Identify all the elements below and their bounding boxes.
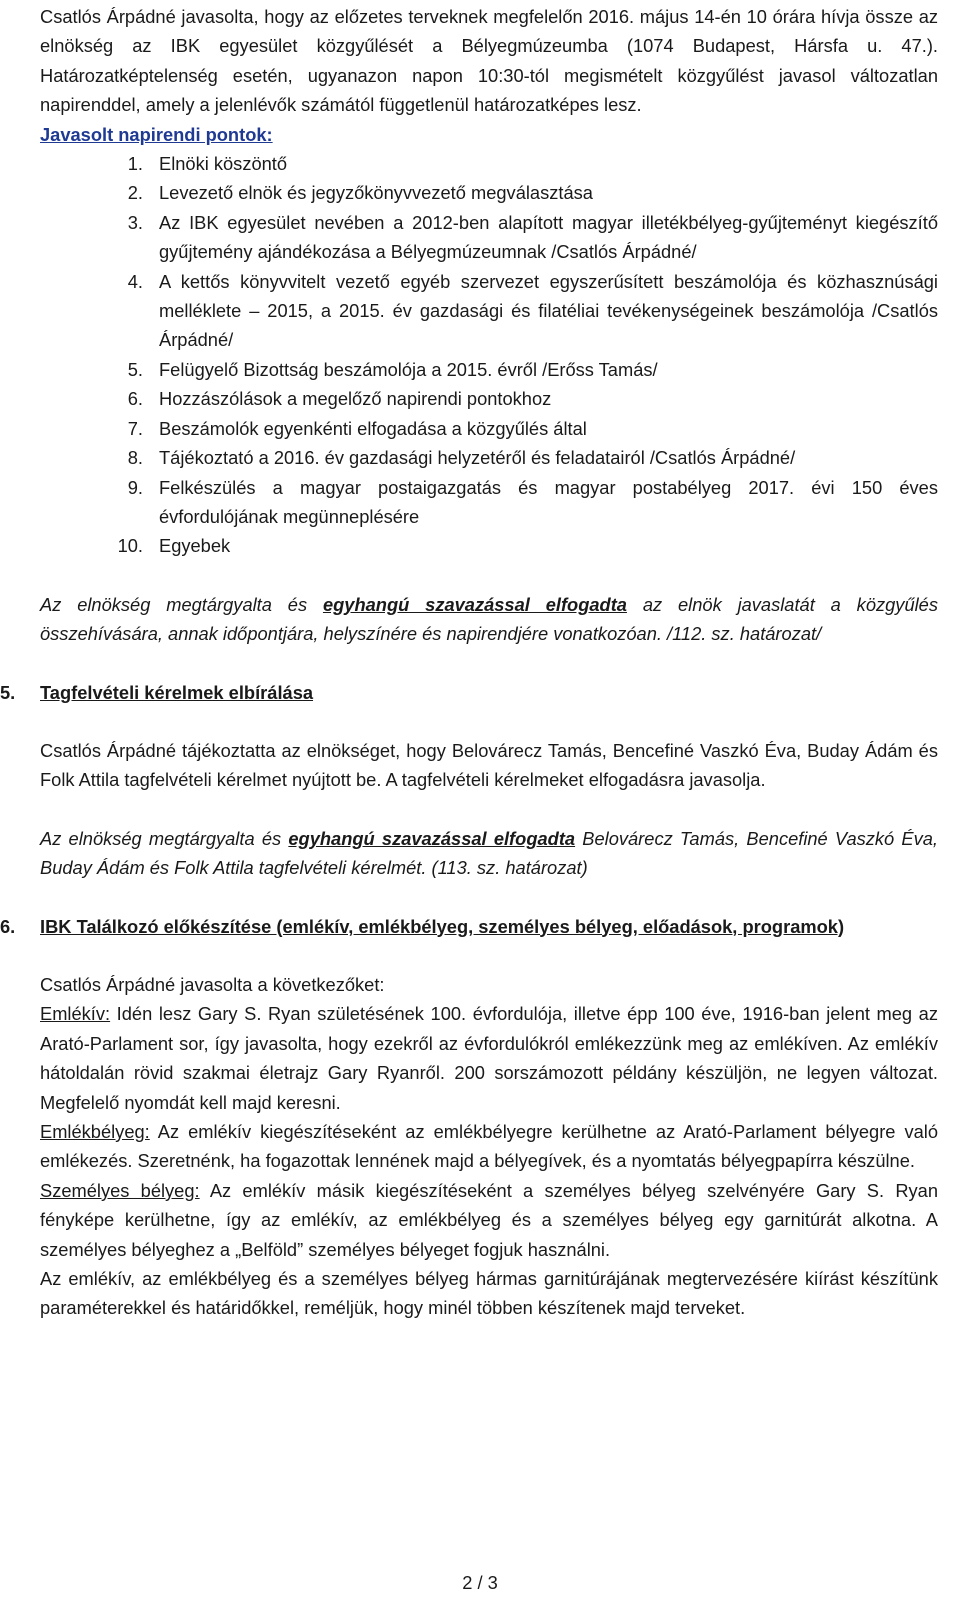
agenda-item <box>40 443 938 472</box>
resolution-decision: egyhangú szavazással elfogadta <box>288 827 576 849</box>
agenda-item <box>40 473 938 532</box>
resolution-decision: egyhangú szavazással elfogadta <box>322 593 627 615</box>
szemelyes-belyeg-paragraph: Személyes bélyeg: Az emlékív másik kiegészítéseként a személyes bélyeg szelvényére Gary S. Ryan fényképe kerülhetne, így az emlékív, az emlékbélyeg és a személyes bélyeg egy garnitúrát alkotna. A személyes bélyeghez a „Belföld” személyes bélyeget fogjuk használni. <box>40 1179 938 1260</box>
emlekiv-label: Emlékív: <box>40 1003 111 1025</box>
agenda-item <box>40 149 938 178</box>
agenda-item-number: 3. <box>127 211 143 233</box>
agenda-item-number: 4. <box>127 270 143 292</box>
section-5-body: Csatlós Árpádné tájékoztatta az elnökséget, hogy Belovárecz Tamás, Bencefiné Vaszkó Éva, Buday Ádám és Folk Attila tagfelvételi kérelmet nyújtott be. A tagfelvételi kérelmeket elfogadásra javasolja. <box>40 739 938 791</box>
section-title: IBK Találkozó előkészítése (emlékív, emlékbélyeg, személyes bélyeg, előadások, programok) <box>40 915 845 937</box>
agenda-item-number: 5. <box>127 358 143 380</box>
agenda-item-text: Az IBK egyesület nevében a 2012-ben alapított magyar illetékbélyeg-gyűjteményt kiegészítő gyűjtemény ajándékozása a Bélyegmúzeumnak /Csatlós Árpádné/ <box>159 211 938 263</box>
section-title: Tagfelvételi kérelmek elbírálása <box>40 681 314 703</box>
agenda-item <box>40 178 938 207</box>
agenda-item <box>40 267 938 355</box>
agenda-item <box>40 414 938 443</box>
resolution-113: Az elnökség megtárgyalta és egyhangú szavazással elfogadta Belovárecz Tamás, Bencefiné Vaszkó Éva, Buday Ádám és Folk Attila tagfelvételi kérelmét. (113. sz. határozat) <box>40 827 938 879</box>
intro-paragraph: Csatlós Árpádné javasolta, hogy az előzetes terveknek megfelelőn 2016. május 14-én 10 órára hívja össze az elnökség az IBK egyesület közgyűlését a Bélyegmúzeumba (1074 Budapest, Hársfa u. 47.). Határozatképtelenség esetén, ugyanazon napon 10:30-tól megismételt közgyűlést javasol változatlan napirenddel, amely a jelenlévők számától függetlenül határozatképes lesz. <box>40 6 938 116</box>
szemelyes-belyeg-label: Személyes bélyeg: <box>40 1179 200 1201</box>
agenda-item-number: 2. <box>127 182 143 204</box>
agenda-item-number: 8. <box>127 447 143 469</box>
section-number: 5. <box>0 681 16 703</box>
section-6-heading <box>0 912 938 941</box>
agenda-item-text: Tájékoztató a 2016. év gazdasági helyzetéről és feladatairól /Csatlós Árpádné/ <box>159 447 796 469</box>
emlekbelyeg-label: Emlékbélyeg: <box>40 1121 150 1142</box>
agenda-item-text: Levezető elnök és jegyzőkönyvvezető megválasztása <box>159 182 593 204</box>
agenda-item-text: Egyebek <box>159 535 231 557</box>
agenda-item-number: 6. <box>127 388 143 410</box>
agenda-item <box>40 208 938 267</box>
agenda-item-text: Elnöki köszöntő <box>159 153 288 175</box>
agenda-item <box>40 384 938 413</box>
closing-paragraph: Az emlékív, az emlékbélyeg és a személyes bélyeg hármas garnitúrájának megtervezésére kiírást készítünk paraméterekkel és határidőkkel, reméljük, hogy minél többen készítenek majd terveket. <box>40 1268 938 1319</box>
resolution-112: Az elnökség megtárgyalta és egyhangú szavazással elfogadta az elnök javaslatát a közgyűlés összehívására, annak időpontjára, helyszínére és napirendjére vonatkozóan. /112. sz. határozat/ <box>40 593 938 645</box>
section-number: 6. <box>0 915 16 937</box>
agenda-item-text: A kettős könyvvitelt vezető egyéb szervezet egyszerűsített beszámolója és közhasznúsági melléklete – 2015, a 2015. év gazdasági és filatéliai tevékenységeinek beszámolója /Csatlós Árpádné/ <box>159 270 938 351</box>
emlekbelyeg-paragraph: Emlékbélyeg: Az emlékív kiegészítéseként az emlékbélyegre kerülhetne az Arató-Parlament bélyegre való emlékezés. Szeretnénk, ha fogazottak lennének majd a bélyegívek, és a nyomtatás bélyegpapírra készülne. <box>40 1121 938 1172</box>
agenda-item-number: 7. <box>127 417 143 439</box>
emlekiv-paragraph: Emlékív: Idén lesz Gary S. Ryan születésének 100. évfordulója, illetve épp 100 éve, 1916-ban jelent meg az Arató-Parlament sor, így javasolta, hogy ezekről az évfordulókról emlékezzünk meg az emlékíven. Az emlékív hátoldalán rövid szakmai életrajz Gary Ryanről. 200 sorszámozott példány készüljön, ne legyen változat. Megfelelő nyomdát kell majd keresni. <box>40 1003 938 1113</box>
agenda-heading: Javasolt napirendi pontok: <box>40 123 273 145</box>
agenda-list <box>40 149 938 561</box>
page-number: 2 / 3 <box>462 1572 498 1593</box>
agenda-item-text: Hozzászólások a megelőző napirendi pontokhoz <box>159 388 552 410</box>
agenda-item-text: Felügyelő Bizottság beszámolója a 2015. évről /Erőss Tamás/ <box>159 358 658 380</box>
agenda-item-number: 1. <box>127 153 143 175</box>
agenda-item <box>40 531 938 560</box>
agenda-item-text: Beszámolók egyenkénti elfogadása a közgyűlés által <box>159 417 587 439</box>
agenda-item-text: Felkészülés a magyar postaigazgatás és magyar postabélyeg 2017. évi 150 éves évfordulójának megünneplésére <box>159 476 938 527</box>
section-5-heading <box>0 678 938 707</box>
agenda-item <box>40 355 938 384</box>
agenda-item-number: 9. <box>127 476 143 498</box>
section-6-lead: Csatlós Árpádné javasolta a következőket: <box>40 973 385 995</box>
agenda-item-number: 10. <box>117 535 143 557</box>
